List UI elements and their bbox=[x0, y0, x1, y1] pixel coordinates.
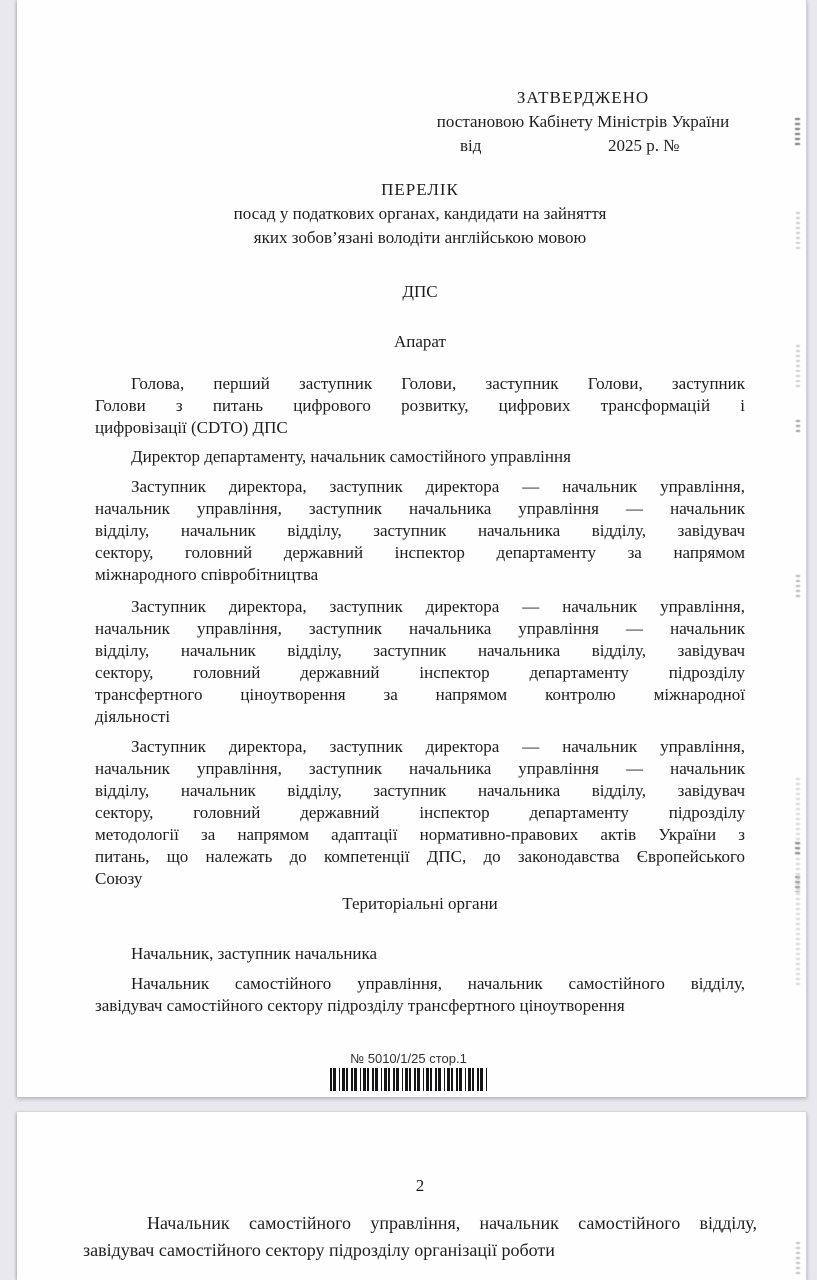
paragraph-territorial-1: Начальник, заступник начальника bbox=[131, 944, 378, 963]
title-subtitle-line-1: посад у податкових органах, кандидати на зайняття bbox=[233, 204, 607, 223]
paragraph-territorial-2: Начальник самостійного управління, начальник самостійного відділу, завідувач самостійного сектору підрозділу трансфертного ціноутворення bbox=[95, 974, 745, 1015]
paragraph-aparat-5: Заступник директора, заступник директора — начальник управління, начальник управління, заступник начальника управління — начальник відділу, начальник відділу, заступник начальника відділу, завідувач сектору, головний державний інспектор департаменту підрозділу методології за напрямом адаптації нормативно-правових актів України з питань, що належать до компетенції ДПС, до законодавства Європейського Союзу bbox=[95, 737, 745, 888]
approved-label: ЗАТВЕРДЖЕНО bbox=[516, 88, 650, 107]
document-title-block bbox=[95, 178, 745, 250]
registration-number: № 5010/1/25 стор.1 bbox=[350, 1051, 467, 1066]
approval-date-line bbox=[407, 134, 759, 158]
section-heading-aparat: Апарат bbox=[394, 332, 446, 351]
page-number: 2 bbox=[415, 1176, 425, 1195]
org-heading: ДПС bbox=[402, 282, 438, 301]
scan-artifact bbox=[796, 212, 800, 252]
scan-artifact bbox=[796, 420, 800, 434]
title-subtitle-line-2: яких зобов’язані володіти англійською мовою bbox=[253, 228, 587, 247]
scan-artifact bbox=[796, 345, 800, 389]
scan-artifact bbox=[795, 118, 800, 146]
approval-stamp bbox=[407, 86, 759, 158]
scan-artifact bbox=[796, 575, 800, 597]
paragraph-aparat-4: Заступник директора, заступник директора — начальник управління, начальник управління, заступник начальника управління — начальник відділу, начальник відділу, заступник начальника відділу, завідувач сектору, головний державний інспектор департаменту підрозділу трансфертного ціноутворення за напрямом контролю міжнародної діяльності bbox=[95, 597, 745, 726]
paragraph-page2: Начальник самостійного управління, начальник самостійного відділу, завідувач самостійного сектору підрозділу організації роботи bbox=[83, 1213, 757, 1260]
paragraph-aparat-1: Голова, перший заступник Голови, заступник Голови, заступник Голови з питань цифрового розвитку, цифрових трансформацій і цифровізації (CDTO) ДПС bbox=[95, 374, 745, 437]
paragraph-aparat-2: Директор департаменту, начальник самостійного управління bbox=[131, 447, 571, 466]
scan-artifact bbox=[795, 876, 800, 892]
paragraph-aparat-3: Заступник директора, заступник директора — начальник управління, начальник управління, заступник начальника управління — начальник відділу, начальник відділу, заступник начальника відділу, завідувач сектору, головний державний інспектор департаменту за напрямом міжнародного співробітництва bbox=[95, 477, 745, 584]
title-heading: ПЕРЕЛІК bbox=[381, 180, 459, 199]
barcode bbox=[330, 1068, 488, 1091]
scan-artifact bbox=[796, 1242, 800, 1274]
document-page-1 bbox=[17, 0, 807, 1097]
section-heading-territorial: Територіальні органи bbox=[342, 894, 498, 913]
document-page-2 bbox=[17, 1112, 807, 1280]
registration-footer bbox=[95, 1051, 722, 1096]
date-year-number: 2025 р. № bbox=[608, 136, 680, 155]
date-prefix: від bbox=[460, 136, 482, 155]
scan-artifact bbox=[795, 842, 800, 854]
approved-by-line: постановою Кабінету Міністрів України bbox=[436, 112, 730, 131]
